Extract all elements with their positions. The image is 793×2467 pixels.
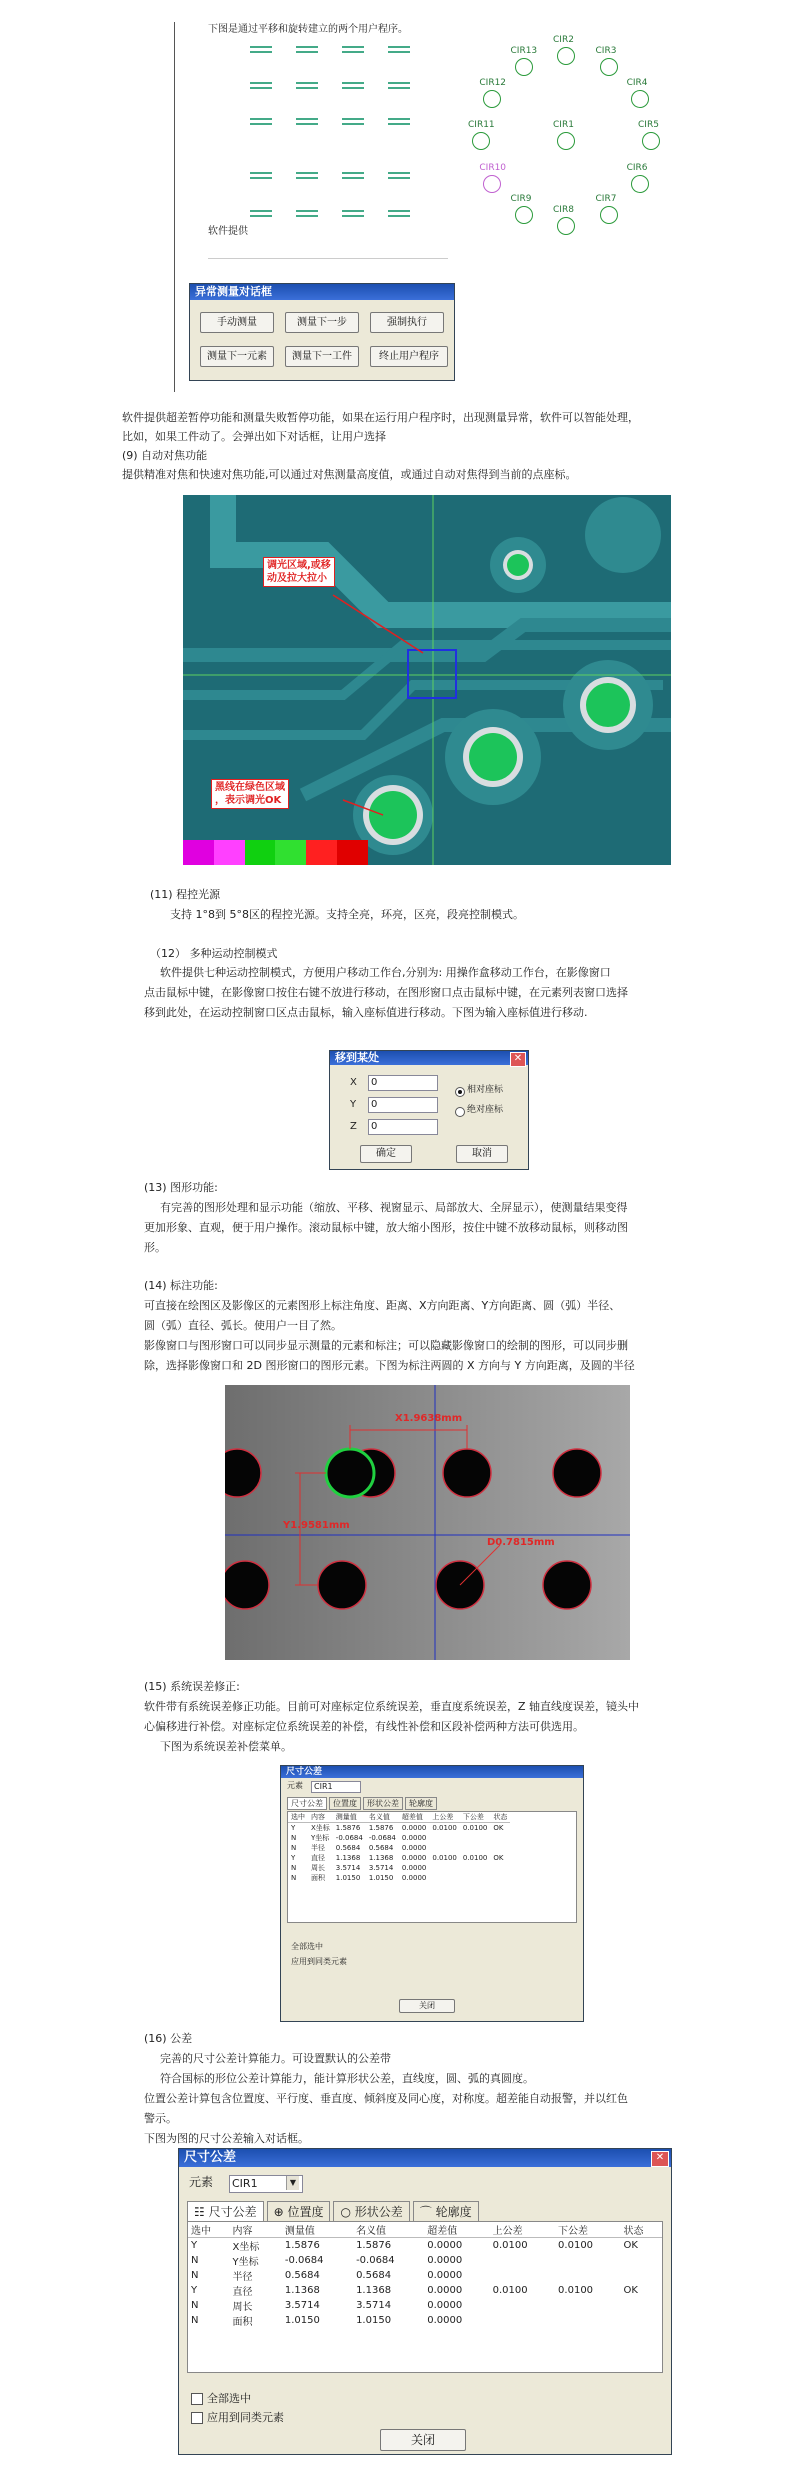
s14-line2: 圆（弧）直径、弧长。使用户一目了然。 bbox=[144, 1319, 342, 1332]
table-cell: N bbox=[291, 1844, 297, 1852]
table-cell bbox=[460, 1843, 491, 1853]
measure-next-element-button[interactable]: 测量下一元素 bbox=[200, 346, 274, 367]
circle-cir2 bbox=[557, 47, 575, 65]
table-cell: N bbox=[191, 2270, 199, 2281]
tab-form-tolerance[interactable]: ○ 形状公差 bbox=[333, 2201, 409, 2222]
element-label: 元素 bbox=[189, 2175, 214, 2189]
program-glyph bbox=[388, 45, 410, 54]
table-cell: 0.0000 bbox=[427, 2300, 463, 2311]
small-close-button[interactable]: 关闭 bbox=[399, 1999, 455, 2013]
light-level-swatch bbox=[306, 840, 337, 865]
table-cell bbox=[460, 1863, 491, 1873]
table-cell: 0.0100 bbox=[462, 1854, 488, 1862]
table-cell bbox=[490, 1843, 510, 1853]
table-cell: OK bbox=[493, 1854, 504, 1862]
column-header[interactable]: 选中 bbox=[191, 2226, 211, 2237]
table-cell bbox=[429, 1843, 460, 1853]
table-cell: Y bbox=[291, 1824, 296, 1832]
table-cell: -0.0684 bbox=[368, 1834, 396, 1842]
table-cell: 周长 bbox=[232, 2302, 253, 2313]
table-cell bbox=[460, 1833, 491, 1843]
circle-cir7 bbox=[600, 206, 618, 224]
relative-label: 相对座标 bbox=[467, 1085, 504, 1095]
table-cell: 0.0100 bbox=[462, 1824, 488, 1832]
table-cell: 直径 bbox=[311, 1854, 325, 1862]
s13-line3: 形。 bbox=[144, 1241, 166, 1254]
circle-label: CIR6 bbox=[626, 162, 648, 173]
small-tab-position[interactable]: 位置度 bbox=[329, 1797, 361, 1810]
table-cell: OK bbox=[493, 1824, 504, 1832]
tolerance-table-area bbox=[187, 2221, 663, 2373]
table-cell: OK bbox=[623, 2240, 638, 2251]
table-cell: N bbox=[291, 1834, 297, 1842]
small-table-area bbox=[287, 1811, 577, 1923]
table-cell: N bbox=[291, 1874, 297, 1882]
program-glyph bbox=[296, 117, 318, 126]
s15-heading: (15) 系统误差修正: bbox=[144, 1680, 240, 1693]
note2-line1: 黑线在绿色区域 bbox=[215, 782, 285, 793]
table-cell bbox=[490, 1873, 510, 1883]
column-header[interactable]: 上公差 bbox=[492, 2226, 523, 2237]
circle-cir6 bbox=[631, 175, 649, 193]
program-glyph bbox=[250, 117, 272, 126]
table-cell: 1.1368 bbox=[356, 2285, 392, 2296]
table-cell: 1.1368 bbox=[335, 1854, 361, 1862]
tolerance-dialog bbox=[178, 2148, 672, 2455]
small-tab-form[interactable]: 形状公差 bbox=[363, 1797, 403, 1810]
s14-line3: 影像窗口与图形窗口可以同步显示测量的元素和标注；可以隐藏影像窗口的绘制的图形，可以同步删 bbox=[144, 1339, 628, 1352]
circle-cir11 bbox=[472, 132, 490, 150]
table-cell: 0.0100 bbox=[558, 2240, 594, 2251]
table-cell: OK bbox=[623, 2285, 638, 2296]
check-all-label: 全部选中 bbox=[207, 2392, 251, 2405]
table-cell bbox=[490, 2313, 555, 2328]
table-cell bbox=[490, 1863, 510, 1873]
program-glyph bbox=[342, 209, 364, 218]
table-cell: 0.5684 bbox=[284, 2270, 320, 2281]
table-cell bbox=[555, 2268, 620, 2283]
program-glyph bbox=[388, 117, 410, 126]
table-cell bbox=[620, 2313, 662, 2328]
circle-cir5 bbox=[642, 132, 660, 150]
table-cell: Y坐标 bbox=[232, 2257, 259, 2268]
table-cell: 0.0000 bbox=[427, 2285, 463, 2296]
table-cell: 0.0100 bbox=[558, 2285, 594, 2296]
table-row[interactable] bbox=[188, 2283, 662, 2298]
para1-line2: 比如，如果工件动了。会弹出如下对话框，让用户选择 bbox=[122, 430, 386, 443]
table-header-row bbox=[288, 1812, 510, 1823]
apply-same-checkbox[interactable] bbox=[191, 2412, 203, 2424]
s13-line2: 更加形象、直观，便于用户操作。滚动鼠标中键，放大缩小图形，按住中键不放移动鼠标，则移动图 bbox=[144, 1221, 628, 1234]
table-cell: 0.5684 bbox=[335, 1844, 361, 1852]
table-cell: 1.5876 bbox=[368, 1824, 394, 1832]
table-row[interactable] bbox=[288, 1843, 510, 1853]
table-cell: N bbox=[191, 2255, 199, 2266]
dim-ok-note bbox=[211, 779, 289, 809]
small-check-all[interactable]: 全部选中 bbox=[291, 1942, 323, 1951]
dialog-title: 异常测量对话框 bbox=[190, 284, 454, 300]
small-tab-bar bbox=[287, 1797, 437, 1810]
s12-line1: 软件提供七种运动控制模式，方便用户移动工作台,分别为: 用操作盒移动工作台，在影像窗口 bbox=[160, 966, 611, 979]
table-cell: 1.0150 bbox=[284, 2315, 320, 2326]
s12-line2: 点击鼠标中键，在影像窗口按住右键不放进行移动，在图形窗口点击鼠标中键，在元素列表窗口选择 bbox=[144, 986, 628, 999]
close-icon[interactable]: ✕ bbox=[510, 1052, 526, 1067]
s16-heading: (16) 公差 bbox=[144, 2032, 193, 2045]
circle-label: CIR1 bbox=[553, 120, 574, 130]
dim-area-note bbox=[263, 557, 335, 587]
check-all-checkbox[interactable] bbox=[191, 2393, 203, 2405]
measure-next-step-button[interactable]: 测量下一步 bbox=[285, 312, 359, 333]
table-cell: 半径 bbox=[311, 1844, 325, 1852]
table-cell bbox=[620, 2268, 662, 2283]
tolerance-dialog-small bbox=[280, 1765, 584, 2022]
table-row[interactable] bbox=[188, 2298, 662, 2313]
table-row[interactable] bbox=[188, 2268, 662, 2283]
circle-diagram bbox=[468, 35, 670, 250]
table-cell: 0.0100 bbox=[432, 1854, 457, 1862]
y-input[interactable]: 0 bbox=[368, 1097, 438, 1113]
table-cell: 0.0100 bbox=[492, 2240, 528, 2251]
manual-measure-button[interactable]: 手动测量 bbox=[200, 312, 274, 333]
close-button[interactable]: 关闭 bbox=[380, 2429, 466, 2451]
note1-line2: 动及拉大拉小 bbox=[267, 573, 327, 584]
circle-label: CIR12 bbox=[479, 77, 507, 88]
table-cell bbox=[490, 2253, 555, 2268]
exception-dialog bbox=[189, 283, 455, 381]
close-icon[interactable]: ✕ bbox=[651, 2151, 669, 2167]
relative-radio[interactable] bbox=[455, 1087, 465, 1097]
circle-label: CIR10 bbox=[479, 162, 507, 173]
column-header[interactable]: 下公差 bbox=[462, 1813, 484, 1821]
circle-cir9 bbox=[515, 206, 533, 224]
position-tab-icon: ⊕ bbox=[273, 2205, 288, 2219]
z-input[interactable]: 0 bbox=[368, 1119, 438, 1135]
s11-heading: (11) 程控光源 bbox=[150, 888, 221, 901]
table-cell: -0.0684 bbox=[284, 2255, 324, 2266]
circle-cir3 bbox=[600, 58, 618, 76]
table-cell: X坐标 bbox=[311, 1824, 330, 1832]
program-glyph bbox=[296, 209, 318, 218]
autofocus-image bbox=[183, 495, 671, 865]
table-cell bbox=[620, 2298, 662, 2313]
column-header[interactable]: 选中 bbox=[291, 1813, 305, 1821]
circle-cir8 bbox=[557, 217, 575, 235]
table-cell: 面积 bbox=[232, 2317, 253, 2328]
program-glyph bbox=[296, 81, 318, 90]
light-level-swatch bbox=[183, 840, 214, 865]
column-header[interactable]: 名义值 bbox=[356, 2226, 387, 2237]
table-cell: 1.5876 bbox=[284, 2240, 320, 2251]
tolerance-table bbox=[188, 2222, 662, 2328]
circle-label: CIR11 bbox=[468, 120, 495, 130]
table-cell bbox=[490, 1833, 510, 1843]
table-cell: Y bbox=[191, 2240, 198, 2251]
column-header[interactable]: 上公差 bbox=[432, 1813, 454, 1821]
grid-caption: 下图是通过平移和旋转建立的两个用户程序。 bbox=[208, 24, 408, 35]
light-level-swatch bbox=[245, 840, 276, 865]
table-cell: 0.0000 bbox=[427, 2255, 463, 2266]
ok-button[interactable]: 确定 bbox=[360, 1145, 412, 1163]
s12-heading: （12） 多种运动控制模式 bbox=[150, 947, 278, 960]
column-header[interactable]: 内容 bbox=[232, 2226, 253, 2237]
table-cell: 周长 bbox=[311, 1864, 325, 1872]
table-cell bbox=[555, 2253, 620, 2268]
tab-position[interactable]: ⊕ 位置度 bbox=[267, 2201, 331, 2222]
table-cell: -0.0684 bbox=[335, 1834, 363, 1842]
table-cell: 0.0000 bbox=[427, 2315, 463, 2326]
program-glyph bbox=[250, 45, 272, 54]
table-cell bbox=[620, 2253, 662, 2268]
absolute-radio[interactable] bbox=[455, 1107, 465, 1117]
table-cell bbox=[555, 2298, 620, 2313]
small-tab-size[interactable]: 尺寸公差 bbox=[287, 1797, 327, 1810]
table-cell: 1.0150 bbox=[335, 1874, 361, 1882]
s12-line3: 移到此处，在运动控制窗口区点击鼠标，输入座标值进行移动。下图为输入座标值进行移动. bbox=[144, 1006, 588, 1019]
table-cell: 直径 bbox=[232, 2287, 253, 2298]
light-level-bar bbox=[183, 840, 368, 865]
form-tab-icon: ○ bbox=[340, 2205, 355, 2219]
note2-line2: ，表示调光OK bbox=[215, 795, 282, 806]
small-dialog-title: 尺寸公差 bbox=[281, 1766, 583, 1778]
table-cell: N bbox=[191, 2315, 199, 2326]
circle-label: CIR9 bbox=[510, 193, 532, 204]
table-header-row bbox=[188, 2222, 662, 2238]
tab-bar bbox=[187, 2201, 479, 2222]
table-cell bbox=[490, 2298, 555, 2313]
program-glyph bbox=[388, 209, 410, 218]
table-cell: 0.0100 bbox=[432, 1824, 457, 1832]
table-cell: 1.5876 bbox=[335, 1824, 361, 1832]
column-header[interactable]: 超差值 bbox=[427, 2226, 458, 2237]
program-glyph bbox=[250, 209, 272, 218]
small-tab-profile[interactable]: 轮廓度 bbox=[405, 1797, 437, 1810]
light-level-swatch bbox=[337, 840, 368, 865]
light-level-swatch bbox=[214, 840, 245, 865]
circle-label: CIR7 bbox=[595, 193, 617, 204]
table-row[interactable] bbox=[188, 2313, 662, 2328]
table-cell: 1.5876 bbox=[356, 2240, 392, 2251]
table-cell: 面积 bbox=[311, 1874, 325, 1882]
circle-label: CIR8 bbox=[553, 205, 574, 215]
column-header[interactable]: 测量值 bbox=[284, 2226, 315, 2237]
z-label: Z bbox=[350, 1121, 357, 1132]
table-cell: X坐标 bbox=[232, 2242, 260, 2253]
size-tab-icon: ☷ bbox=[194, 2205, 209, 2219]
table-cell: 0.5684 bbox=[368, 1844, 394, 1852]
program-glyph bbox=[342, 171, 364, 180]
table-cell bbox=[490, 2268, 555, 2283]
table-row[interactable] bbox=[188, 2238, 662, 2254]
apply-same-label: 应用到同类元素 bbox=[207, 2411, 284, 2424]
table-cell bbox=[429, 1833, 460, 1843]
table-cell: Y bbox=[191, 2285, 198, 2296]
annotation-image bbox=[225, 1385, 630, 1660]
diameter-label: D0.7815mm bbox=[487, 1537, 555, 1548]
circle-label: CIR2 bbox=[553, 35, 574, 45]
column-header[interactable]: 名义值 bbox=[368, 1813, 390, 1821]
program-glyph bbox=[250, 81, 272, 90]
move-dialog-title: 移到某处 bbox=[330, 1051, 528, 1065]
circle-cir12 bbox=[483, 90, 501, 108]
s14-line4: 除，选择影像窗口和 2D 图形窗口的图形元素。下图为标注两圆的 X 方向与 Y 方向距离，及圆的半径 bbox=[144, 1359, 635, 1372]
table-cell: 0.0000 bbox=[401, 1824, 427, 1832]
s11-text: 支持 1°8到 5°8区的程控光源。支持全亮，环亮，区亮，段亮控制模式。 bbox=[170, 908, 524, 921]
chevron-down-icon[interactable]: ▼ bbox=[286, 2176, 299, 2190]
table-cell: 0.5684 bbox=[356, 2270, 392, 2281]
column-header[interactable]: 测量值 bbox=[335, 1813, 357, 1821]
table-cell: 0.0000 bbox=[401, 1854, 427, 1862]
column-header[interactable]: 超差值 bbox=[401, 1813, 423, 1821]
program-glyph bbox=[388, 171, 410, 180]
circle-cir1 bbox=[557, 132, 575, 150]
table-cell: 3.5714 bbox=[284, 2300, 320, 2311]
table-cell: 1.0150 bbox=[368, 1874, 394, 1882]
s13-heading: (13) 图形功能: bbox=[144, 1181, 218, 1194]
circle-cir13 bbox=[515, 58, 533, 76]
circle-cir4 bbox=[631, 90, 649, 108]
x-input[interactable]: 0 bbox=[368, 1075, 438, 1091]
program-glyph bbox=[250, 171, 272, 180]
note1-line1: 调光区域,或移 bbox=[267, 560, 331, 571]
table-cell bbox=[429, 1863, 460, 1873]
x-dimension-label: X1.9638mm bbox=[395, 1413, 463, 1424]
s16-line4: 警示。 bbox=[144, 2112, 177, 2125]
program-glyph bbox=[296, 45, 318, 54]
measure-next-part-button[interactable]: 测量下一工件 bbox=[285, 346, 359, 367]
table-cell: N bbox=[291, 1864, 297, 1872]
s9-text: 提供精准对焦和快速对焦功能,可以通过对焦测量高度值，或通过自动对焦得到当前的点座标。 bbox=[122, 468, 577, 481]
left-rule bbox=[174, 22, 175, 392]
table-cell: 3.5714 bbox=[356, 2300, 392, 2311]
program-glyph bbox=[342, 117, 364, 126]
table-cell: 0.0000 bbox=[427, 2240, 463, 2251]
force-execute-button[interactable]: 强制执行 bbox=[370, 312, 444, 333]
table-cell: 0.0000 bbox=[401, 1834, 427, 1842]
table-cell: 0.0000 bbox=[401, 1864, 427, 1872]
table-row[interactable] bbox=[288, 1873, 510, 1883]
s16-line1: 完善的尺寸公差计算能力。可设置默认的公差带 bbox=[160, 2052, 391, 2065]
move-to-dialog bbox=[329, 1050, 529, 1170]
small-tolerance-table bbox=[288, 1812, 510, 1883]
s9-heading: (9) 自动对焦功能 bbox=[122, 449, 208, 462]
circle-cir10 bbox=[483, 175, 501, 193]
table-cell: Y bbox=[291, 1854, 296, 1862]
table-cell bbox=[429, 1873, 460, 1883]
tab-profile[interactable]: ⌒ 轮廓度 bbox=[413, 2201, 479, 2222]
s15-line2: 心偏移进行补偿。对座标定位系统误差的补偿，有线性补偿和区段补偿两种方法可供选用。 bbox=[144, 1720, 584, 1733]
table-cell: 半径 bbox=[232, 2272, 253, 2283]
separator-line bbox=[208, 258, 448, 259]
table-cell: 3.5714 bbox=[368, 1864, 394, 1872]
table-row[interactable] bbox=[188, 2253, 662, 2268]
pcb-drawing bbox=[183, 495, 671, 865]
y-label: Y bbox=[350, 1099, 357, 1110]
column-header[interactable]: 下公差 bbox=[558, 2226, 589, 2237]
cancel-button[interactable]: 取消 bbox=[456, 1145, 508, 1163]
program-glyph bbox=[342, 81, 364, 90]
light-level-swatch bbox=[275, 840, 306, 865]
table-cell: 0.0000 bbox=[401, 1874, 427, 1882]
small-element-label: 元素 bbox=[287, 1781, 303, 1790]
table-cell: 3.5714 bbox=[335, 1864, 361, 1872]
table-row[interactable] bbox=[288, 1823, 510, 1834]
table-cell bbox=[555, 2313, 620, 2328]
s16-line5: 下图为图的尺寸公差输入对话框。 bbox=[144, 2132, 309, 2145]
s14-line1: 可直接在绘图区及影像区的元素图形上标注角度、距离、X方向距离、Y方向距离、圆（弧）半径、 bbox=[144, 1299, 621, 1312]
table-cell: -0.0684 bbox=[356, 2255, 395, 2266]
stop-program-button[interactable]: 终止用户程序 bbox=[370, 346, 448, 367]
software-label: 软件提供 bbox=[208, 226, 248, 237]
column-header[interactable]: 内容 bbox=[311, 1813, 325, 1821]
table-row[interactable] bbox=[288, 1863, 510, 1873]
program-glyph bbox=[342, 45, 364, 54]
table-cell: 1.1368 bbox=[284, 2285, 320, 2296]
program-glyph bbox=[296, 171, 318, 180]
table-cell bbox=[460, 1873, 491, 1883]
s13-line1: 有完善的图形处理和显示功能（缩放、平移、视窗显示、局部放大、全屏显示），使测量结果变得 bbox=[160, 1201, 628, 1214]
s16-line2: 符合国标的形位公差计算能力，能计算形状公差，直线度，圆、弧的真圆度。 bbox=[160, 2072, 534, 2085]
para1-line1: 软件提供超差暂停功能和测量失败暂停功能，如果在运行用户程序时，出现测量异常，软件可以智能处理， bbox=[122, 411, 639, 424]
column-header[interactable]: 状态 bbox=[493, 1813, 508, 1821]
s15-caption: 下图为系统误差补偿菜单。 bbox=[160, 1740, 292, 1753]
profile-tab-icon: ⌒ bbox=[419, 2205, 436, 2219]
table-cell: N bbox=[191, 2300, 199, 2311]
circle-label: CIR3 bbox=[595, 46, 617, 57]
table-cell: 0.0000 bbox=[401, 1844, 427, 1852]
s15-line1: 软件带有系统误差修正功能。目前可对座标定位系统误差，垂直度系统误差，Z 轴直线度误差，镜头中 bbox=[144, 1700, 640, 1713]
table-row[interactable] bbox=[288, 1833, 510, 1843]
table-row[interactable] bbox=[288, 1853, 510, 1863]
circle-label: CIR13 bbox=[510, 46, 538, 57]
x-label: X bbox=[350, 1077, 357, 1088]
table-cell: 0.0100 bbox=[492, 2285, 528, 2296]
circle-label: CIR4 bbox=[626, 77, 648, 88]
table-cell: Y坐标 bbox=[311, 1834, 330, 1842]
table-cell: 0.0000 bbox=[427, 2270, 463, 2281]
program-glyph bbox=[388, 81, 410, 90]
element-select[interactable]: CIR1 bbox=[229, 2175, 303, 2193]
small-element-select[interactable]: CIR1 bbox=[311, 1781, 361, 1793]
absolute-label: 绝对座标 bbox=[467, 1105, 504, 1115]
table-cell: 1.1368 bbox=[368, 1854, 394, 1862]
circle-label: CIR5 bbox=[638, 120, 659, 130]
tol-dialog-title: 尺寸公差 bbox=[179, 2149, 671, 2167]
y-dimension-label: Y1.9581mm bbox=[283, 1520, 350, 1531]
table-cell: 1.0150 bbox=[356, 2315, 392, 2326]
tab-size-tolerance[interactable]: ☷ 尺寸公差 bbox=[187, 2201, 264, 2222]
program-grid bbox=[250, 45, 450, 225]
column-header[interactable]: 状态 bbox=[623, 2226, 644, 2237]
s14-heading: (14) 标注功能: bbox=[144, 1279, 218, 1292]
small-apply-same[interactable]: 应用到同类元素 bbox=[291, 1957, 347, 1966]
s16-line3: 位置公差计算包含位置度、平行度、垂直度、倾斜度及同心度，对称度。超差能自动报警，并以红色 bbox=[144, 2092, 628, 2105]
